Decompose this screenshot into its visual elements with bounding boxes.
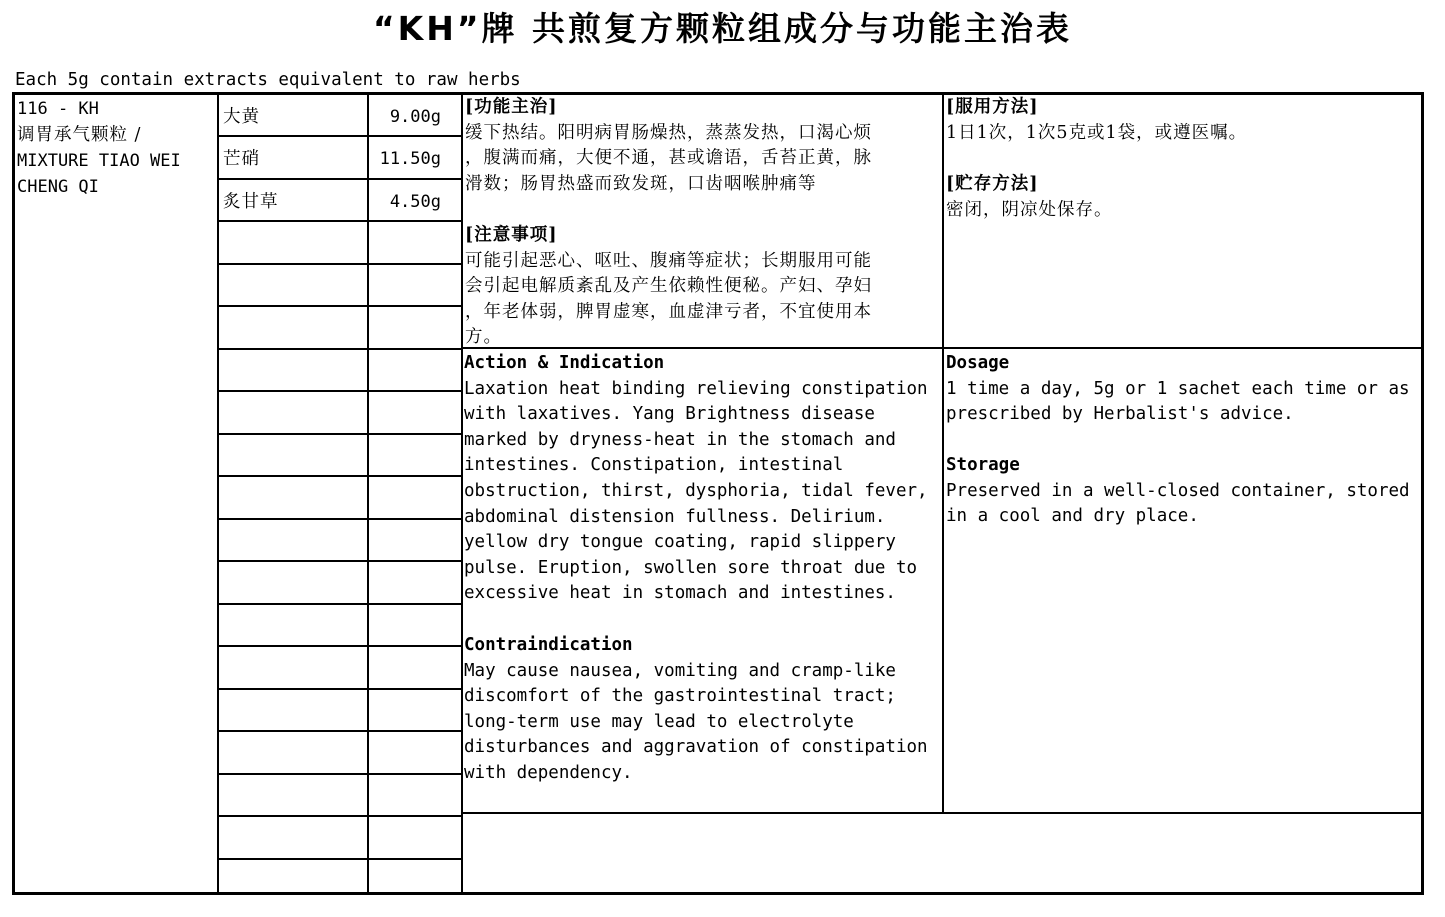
en-contra-section xyxy=(464,633,940,787)
grid-line xyxy=(219,305,461,307)
col-divider-3 xyxy=(461,95,463,895)
grid-line xyxy=(219,178,461,180)
ingredient-amount: 11.50g xyxy=(379,149,441,169)
product-name-en-line1: MIXTURE TIAO WEI xyxy=(17,151,181,171)
cn-storage-heading: [贮存方法] xyxy=(946,174,1039,194)
grid-line xyxy=(219,433,461,435)
product-code: 116 - KH xyxy=(17,99,99,119)
product-name-en-line2: CHENG QI xyxy=(17,177,99,197)
grid-line xyxy=(219,858,461,860)
grid-line xyxy=(219,390,461,392)
en-contra-heading: Contraindication xyxy=(464,635,633,655)
info-table xyxy=(12,92,1424,895)
cn-caution-text: 可能引起恶心、呕吐、腹痛等症状；长期服用可能 会引起电解质紊乱及产生依赖性便秘。产妇、孕妇 ，年老体弱，脾胃虚寒，血虚津亏者，不宜使用本 方。 xyxy=(465,250,872,348)
en-storage-heading: Storage xyxy=(946,455,1020,475)
cn-function-section xyxy=(465,95,940,197)
ingredient-name: 芒硝 xyxy=(223,149,260,169)
grid-line xyxy=(219,475,461,477)
ingredient-name: 大黄 xyxy=(223,107,260,127)
en-contra-text: May cause nausea, vomiting and cramp-like discomfort of the gastrointestinal tract; long-term use may lead to electrolyte disturbances and aggravation of constipation with dependency. xyxy=(464,660,928,783)
grid-line xyxy=(219,560,461,562)
ingredient-amount: 4.50g xyxy=(389,192,441,212)
cn-caution-heading: [注意事项] xyxy=(465,225,558,245)
cn-function-heading: [功能主治] xyxy=(465,97,558,117)
grid-line xyxy=(219,220,461,222)
en-action-heading: Action & Indication xyxy=(464,353,665,373)
grid-line xyxy=(219,518,461,520)
ingredient-amount: 9.00g xyxy=(389,107,441,127)
cn-usage-heading: [服用方法] xyxy=(946,97,1039,117)
grid-line xyxy=(219,263,461,265)
grid-line xyxy=(219,730,461,732)
grid-line xyxy=(219,645,461,647)
grid-line xyxy=(219,603,461,605)
col-divider-4 xyxy=(942,95,944,813)
grid-line xyxy=(219,688,461,690)
grid-line xyxy=(219,135,461,137)
subtitle: Each 5g contain extracts equivalent to raw herbs xyxy=(15,70,521,90)
en-action-text: Laxation heat binding relieving constipation with laxatives. Yang Brightness disease marked by dryness-heat in the stomach and intestines. Constipation, intestinal obstruction, thirst, dysphoria, tidal fever, abdominal distension fullness. Delirium. yellow dry tongue coating, rapid slippery pulse. Eruption, swollen sore throat due to excessive heat in stomach and intestines. xyxy=(464,378,928,604)
cn-function-text: 缓下热结。阳明病胃肠燥热，蒸蒸发热，口渴心烦 ，腹满而痛，大便不通，甚或谵语，舌苔正黄，脉 滑数；肠胃热盛而致发斑，口齿咽喉肿痛等 xyxy=(465,122,872,194)
cn-storage-text: 密闭，阴凉处保存。 xyxy=(946,199,1113,220)
en-dosage-section xyxy=(946,351,1422,428)
cn-usage-text: 1日1次，1次5克或1袋，或遵医嘱。 xyxy=(946,122,1248,143)
product-name-cn: 调胃承气颗粒 / xyxy=(17,125,142,145)
cn-storage-section xyxy=(946,172,1421,223)
en-action-section xyxy=(464,351,940,607)
grid-line xyxy=(219,815,461,817)
page-title: “KH”牌 共煎复方颗粒组成分与功能主治表 xyxy=(372,9,1073,48)
en-storage-text: Preserved in a well-closed container, stored in a cool and dry place. xyxy=(946,480,1410,527)
en-dosage-heading: Dosage xyxy=(946,353,1010,373)
cn-usage-section xyxy=(946,95,1421,146)
cn-caution-section xyxy=(465,223,940,351)
en-storage-section xyxy=(946,453,1422,530)
en-dosage-text: 1 time a day, 5g or 1 sachet each time or as prescribed by Herbalist's advice. xyxy=(946,378,1410,425)
ingredient-grid xyxy=(219,95,461,895)
ingredient-name: 炙甘草 xyxy=(223,192,279,212)
row-divider-bottom xyxy=(461,812,1424,814)
grid-line xyxy=(219,348,461,350)
grid-line xyxy=(219,773,461,775)
